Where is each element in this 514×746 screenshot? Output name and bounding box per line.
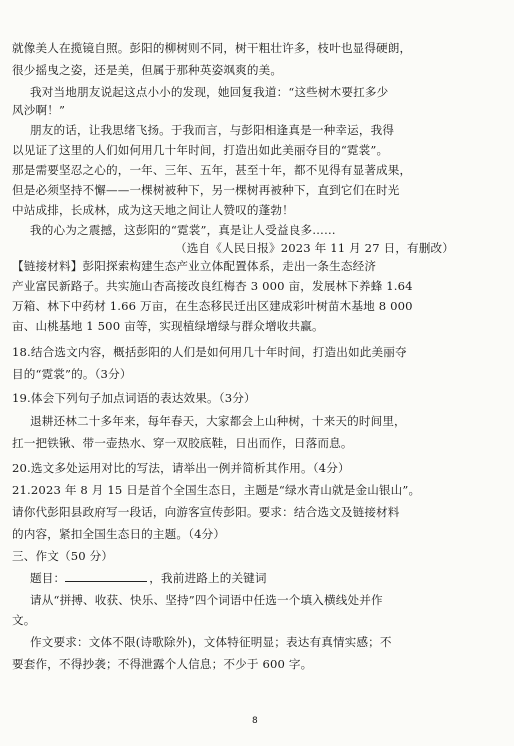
composition-instruction-cont: 文。 (12, 613, 36, 627)
question-18: 18.结合选文内容，概括彭阳的人们是如何用几十年时间，打造出如此美丽夺 (12, 345, 407, 359)
title-suffix: ，我前进路上的关键词 (149, 571, 267, 585)
link-material-line: 【链接材料】彭阳探索构建生态产业立体配置体系，走出一条生态经济 (12, 259, 377, 273)
passage-line: 中站成排，长成林，成为这天地之间让人赞叹的蓬勃！ (12, 203, 294, 217)
question-19-quote: 退耕还林二十多年来，每年春天，大家都会上山种树，十来天的时间里， (30, 414, 406, 428)
link-material-line: 万箱、林下中药材 1.66 万亩，在生态移民迁出区建成彩叶树苗木基地 8 000 (12, 299, 413, 313)
passage-line: 但是必须坚持不懈——一棵树被种下，另一棵树再被种下，直到它们在时光 (12, 183, 400, 197)
question-21-cont: 请你代彭阳县政府写一段话，向游客宣传彭阳。要求：结合选文及链接材料 (12, 505, 400, 519)
question-21-cont: 的内容，紧扣全国生态日的主题。（4分） (12, 527, 226, 541)
passage-line: 风沙啊！” (12, 103, 66, 117)
question-19-quote-cont: 扛一把铁锹、带一壶热水、穿一双胶底鞋，日出而作，日落而息。 (12, 436, 353, 450)
passage-line: 我对当地朋友说起这点小小的发现，她回复我道：“这些树木要扛多少 (30, 85, 389, 99)
passage-line: 我的心为之震撼，这彭阳的“霓裳”，真是让人受益良多…… (30, 223, 336, 237)
question-18-cont: 目的“霓裳”的。（3分） (12, 367, 132, 381)
composition-instruction: 请从“拼搏、收获、快乐、坚持”四个词语中任选一个填入横线处并作 (30, 593, 383, 607)
passage-line: 那是需要坚忍之心的，一年、三年、五年，甚至十年，都不见得有显著成果， (12, 163, 412, 177)
link-material-line: 产业富民新路子。共实施山杏高接改良红梅杏 3 000 亩，发展林下养蜂 1.64 (12, 279, 413, 293)
page-number: 8 (252, 716, 258, 726)
passage-line: 以见证了这里的人们如何用几十年时间，打造出如此美丽夺目的“霓裳”。 (12, 143, 389, 157)
passage-line: 很少摇曳之姿，还是美，但属于那种英姿飒爽的美。 (12, 63, 283, 77)
composition-requirements: 作文要求：文体不限(诗歌除外)，文体特征明显；表达有真情实感；不 (30, 635, 392, 649)
passage-line: 就像美人在揽镜自照。彭阳的柳树则不同，树干粗壮许多，枝叶也显得硬朗， (12, 41, 412, 55)
composition-requirements-cont: 要套作，不得抄袭；不得泄露个人信息；不少于 600 字。 (12, 657, 313, 671)
question-21: 21.2023 年 8 月 15 日是首个全国生态日，主题是“绿水青山就是金山银山”。 (12, 483, 421, 497)
passage-line: 朋友的话，让我思绪飞扬。于我而言，与彭阳相逢真是一种幸运，我得 (30, 123, 395, 137)
question-20: 20.选文多处运用对比的写法，请举出一例并简析其作用。（4分） (12, 461, 350, 475)
title-prefix: 题目： (30, 571, 66, 585)
source-citation: （选自《人民日报》2023 年 11 月 27 日，有删改） (175, 241, 455, 255)
title-blank[interactable] (65, 571, 147, 582)
section-heading: 三、作文（50 分） (12, 549, 114, 563)
question-19: 19.体会下列句子加点词语的表达效果。（3分） (12, 391, 256, 405)
composition-title-line (30, 571, 267, 585)
link-material-line: 亩、山桃基地 1 500 亩等，实现植绿增绿与群众增收共赢。 (12, 319, 324, 333)
